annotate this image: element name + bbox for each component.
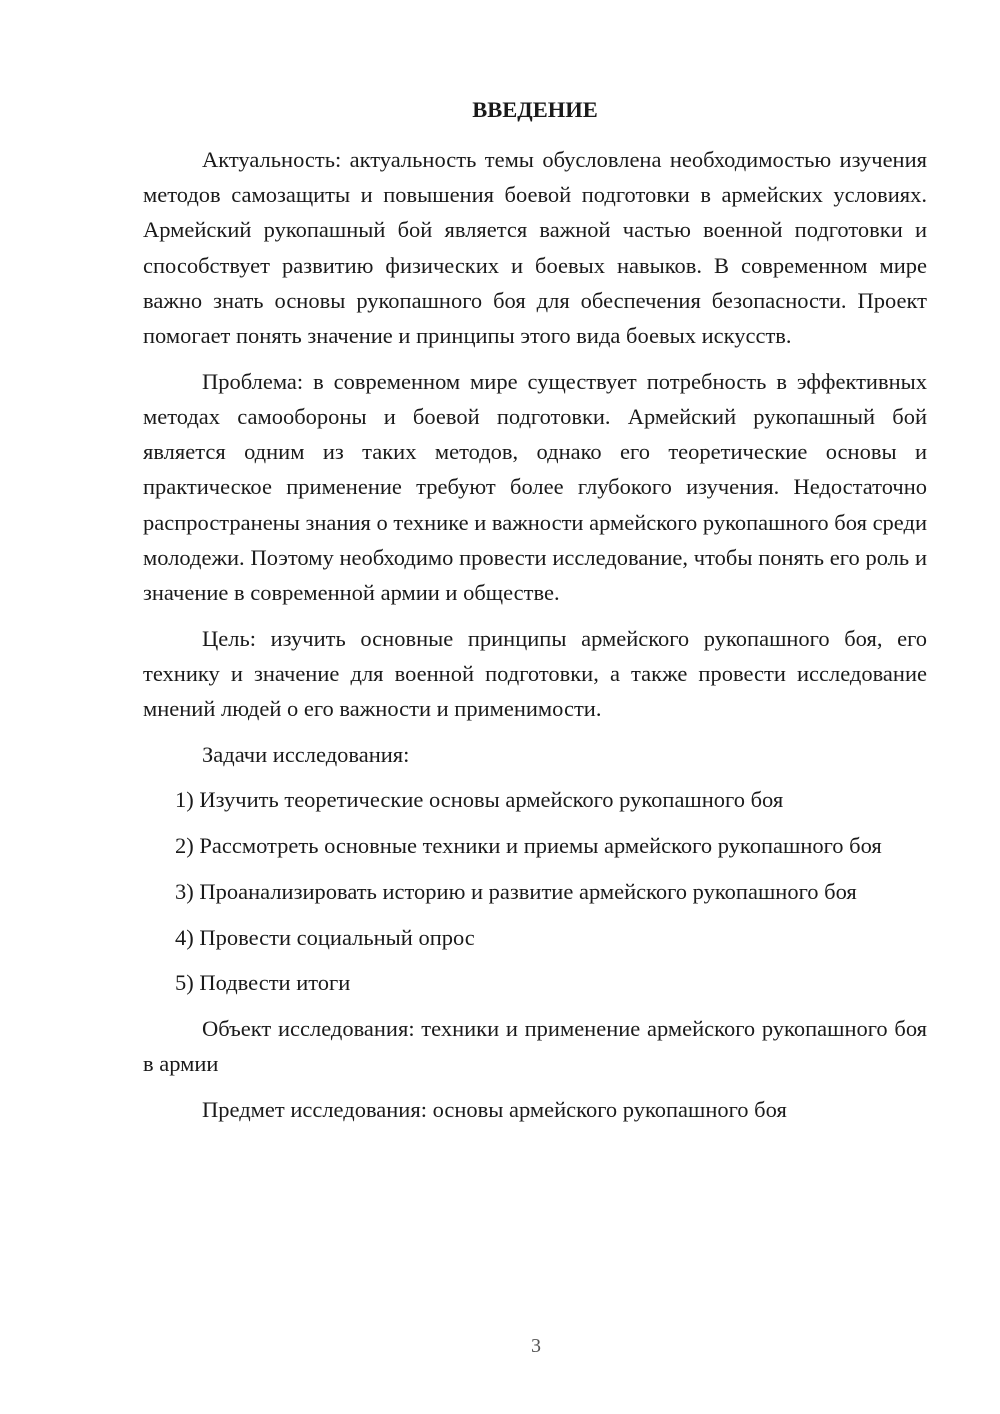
tasks-heading: Задачи исследования:	[202, 741, 410, 767]
problem-paragraph: Проблема: в современном мире существует потребность в эффективных методах самообороны и боевой подготовки. Армейский рукопашный бой является одним из таких методов, однако его теоретические основы и практическое применение требуют более глубокого изучения. Недостаточно распространены знания о технике и важности армейского рукопашного боя среди молодежи. Поэтому необходимо провести исследование, чтобы понять его роль и значение в современной армии и обществе.	[143, 368, 927, 605]
task-item: 4) Провести социальный опрос	[175, 924, 475, 950]
page-title: ВВЕДЕНИЕ	[472, 97, 598, 122]
task-item: 2) Рассмотреть основные техники и приемы армейского рукопашного боя	[175, 833, 882, 859]
document-page	[143, 95, 927, 1138]
page-number: 3	[531, 1335, 541, 1357]
task-item: 3) Проанализировать историю и развитие армейского рукопашного боя	[175, 878, 857, 904]
object-paragraph: Объект исследования: техники и применение армейского рукопашного боя в армии	[143, 1015, 927, 1077]
task-item: 1) Изучить теоретические основы армейского рукопашного боя	[175, 787, 784, 813]
relevance-paragraph: Актуальность: актуальность темы обусловлена необходимостью изучения методов самозащиты и повышения боевой подготовки в армейских условиях. Армейский рукопашный бой является важной частью военной подготовки и способствует развитию физических и боевых навыков. В современном мире важно знать основы рукопашного боя для обеспечения безопасности. Проект помогает понять значение и принципы этого вида боевых искусств.	[143, 147, 927, 349]
task-item: 5) Подвести итоги	[175, 970, 351, 996]
goal-paragraph: Цель: изучить основные принципы армейского рукопашного боя, его технику и значение для военной подготовки, а также провести исследование мнений людей о его важности и применимости.	[143, 625, 927, 722]
subject-paragraph: Предмет исследования: основы армейского рукопашного боя	[202, 1096, 787, 1122]
